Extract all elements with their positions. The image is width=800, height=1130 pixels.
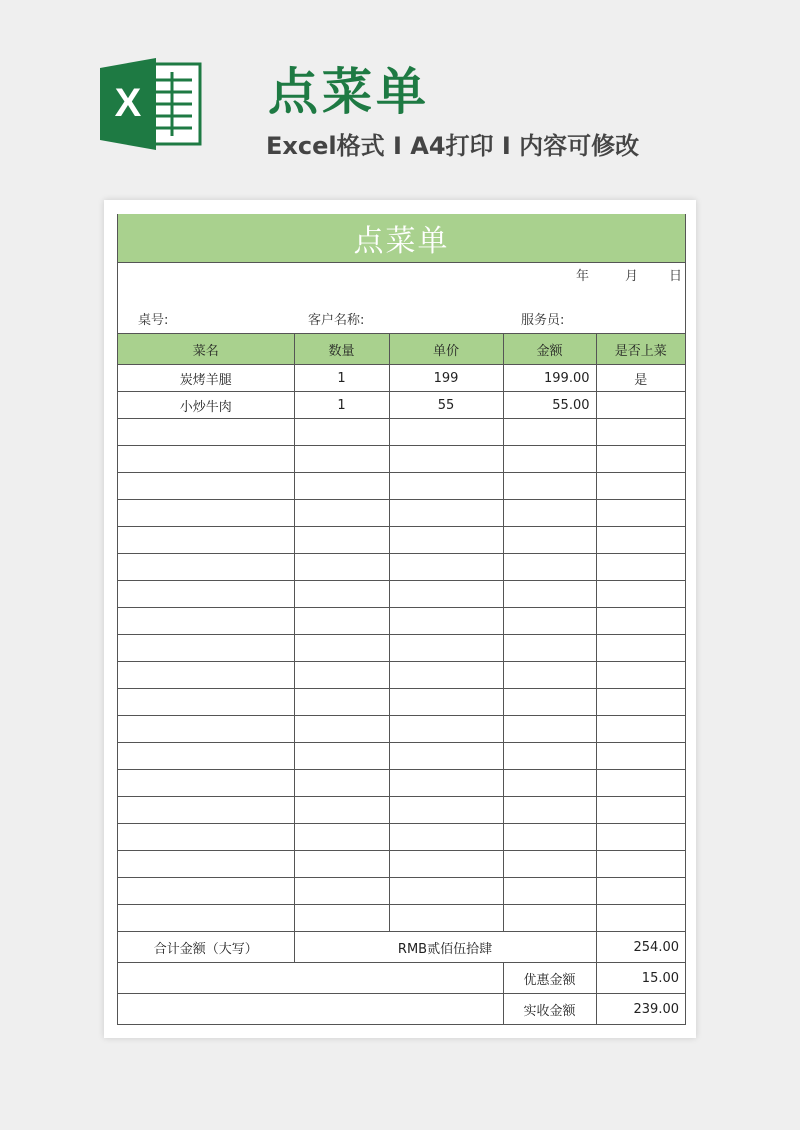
empty-cell[interactable] bbox=[118, 743, 294, 770]
empty-cell[interactable] bbox=[596, 824, 685, 851]
empty-cell[interactable] bbox=[503, 797, 596, 824]
customer-label: 客户名称: bbox=[308, 313, 365, 328]
empty-cell[interactable] bbox=[389, 419, 503, 446]
empty-cell[interactable] bbox=[596, 581, 685, 608]
table-row bbox=[118, 365, 685, 392]
empty-cell[interactable] bbox=[596, 905, 685, 932]
empty-cell[interactable] bbox=[389, 473, 503, 500]
empty-cell[interactable] bbox=[118, 635, 294, 662]
empty-cell[interactable] bbox=[389, 878, 503, 905]
blank-cell bbox=[118, 963, 503, 994]
empty-cell[interactable] bbox=[294, 446, 389, 473]
actual-label: 实收金额 bbox=[503, 994, 596, 1025]
empty-cell[interactable] bbox=[389, 743, 503, 770]
column-header: 菜名 bbox=[118, 334, 294, 365]
table-row bbox=[118, 743, 685, 770]
empty-cell[interactable] bbox=[118, 500, 294, 527]
empty-cell[interactable] bbox=[118, 446, 294, 473]
amount-cell[interactable]: 199.00 bbox=[503, 365, 596, 392]
empty-cell[interactable] bbox=[596, 662, 685, 689]
empty-cell[interactable] bbox=[118, 662, 294, 689]
empty-cell[interactable] bbox=[503, 581, 596, 608]
empty-cell[interactable] bbox=[503, 473, 596, 500]
table-row bbox=[118, 473, 685, 500]
empty-cell[interactable] bbox=[389, 554, 503, 581]
quantity-cell[interactable]: 1 bbox=[294, 365, 389, 392]
empty-cell[interactable] bbox=[596, 473, 685, 500]
empty-cell[interactable] bbox=[294, 770, 389, 797]
day-label: 日 bbox=[669, 269, 683, 284]
info-row bbox=[118, 285, 685, 334]
empty-cell[interactable] bbox=[503, 905, 596, 932]
menu-table bbox=[118, 334, 685, 932]
empty-cell[interactable] bbox=[503, 527, 596, 554]
quantity-cell[interactable]: 1 bbox=[294, 392, 389, 419]
column-header: 数量 bbox=[294, 334, 389, 365]
empty-cell[interactable] bbox=[596, 419, 685, 446]
empty-cell[interactable] bbox=[503, 500, 596, 527]
empty-cell[interactable] bbox=[596, 851, 685, 878]
date-row bbox=[118, 263, 685, 285]
empty-cell[interactable] bbox=[596, 743, 685, 770]
actual-value[interactable]: 239.00 bbox=[596, 994, 685, 1025]
empty-cell[interactable] bbox=[389, 851, 503, 878]
empty-cell[interactable] bbox=[596, 554, 685, 581]
empty-cell[interactable] bbox=[118, 554, 294, 581]
year-label: 年 bbox=[576, 269, 590, 284]
empty-cell[interactable] bbox=[596, 770, 685, 797]
table-row bbox=[118, 419, 685, 446]
empty-cell[interactable] bbox=[389, 689, 503, 716]
empty-cell[interactable] bbox=[503, 878, 596, 905]
table-row bbox=[118, 797, 685, 824]
svg-text:X: X bbox=[114, 81, 142, 125]
empty-cell[interactable] bbox=[389, 446, 503, 473]
table-row bbox=[118, 716, 685, 743]
order-sheet bbox=[104, 200, 696, 1038]
empty-cell[interactable] bbox=[596, 500, 685, 527]
table-row bbox=[118, 581, 685, 608]
empty-cell[interactable] bbox=[596, 446, 685, 473]
empty-cell[interactable] bbox=[389, 635, 503, 662]
excel-logo-icon bbox=[100, 58, 204, 150]
empty-cell[interactable] bbox=[294, 473, 389, 500]
discount-label: 优惠金额 bbox=[503, 963, 596, 994]
table-row bbox=[118, 770, 685, 797]
empty-cell[interactable] bbox=[294, 851, 389, 878]
empty-cell[interactable] bbox=[503, 743, 596, 770]
actual-row bbox=[118, 994, 685, 1025]
waiter-label: 服务员: bbox=[521, 313, 565, 328]
empty-cell[interactable] bbox=[503, 608, 596, 635]
empty-cell[interactable] bbox=[118, 770, 294, 797]
empty-cell[interactable] bbox=[118, 851, 294, 878]
empty-cell[interactable] bbox=[294, 797, 389, 824]
dish-name-cell[interactable]: 小炒牛肉 bbox=[118, 392, 294, 419]
empty-cell[interactable] bbox=[389, 905, 503, 932]
empty-cell[interactable] bbox=[118, 797, 294, 824]
empty-cell[interactable] bbox=[118, 878, 294, 905]
empty-cell[interactable] bbox=[596, 878, 685, 905]
empty-cell[interactable] bbox=[118, 419, 294, 446]
empty-cell[interactable] bbox=[118, 689, 294, 716]
empty-cell[interactable] bbox=[118, 716, 294, 743]
page-subtitle: Excel格式 I A4打印 I 内容可修改 bbox=[266, 132, 640, 160]
empty-cell[interactable] bbox=[503, 716, 596, 743]
empty-cell[interactable] bbox=[596, 527, 685, 554]
empty-cell[interactable] bbox=[503, 770, 596, 797]
empty-cell[interactable] bbox=[596, 716, 685, 743]
empty-cell[interactable] bbox=[294, 500, 389, 527]
dish-name-cell[interactable]: 炭烤羊腿 bbox=[118, 365, 294, 392]
total-label: 合计金额（大写） bbox=[118, 932, 294, 963]
table-row bbox=[118, 689, 685, 716]
empty-cell[interactable] bbox=[503, 635, 596, 662]
empty-cell[interactable] bbox=[294, 635, 389, 662]
empty-cell[interactable] bbox=[294, 878, 389, 905]
unit-price-cell[interactable]: 55 bbox=[389, 392, 503, 419]
empty-cell[interactable] bbox=[596, 689, 685, 716]
form-title: 点菜单 bbox=[118, 214, 685, 263]
empty-cell[interactable] bbox=[294, 824, 389, 851]
empty-cell[interactable] bbox=[389, 770, 503, 797]
empty-cell[interactable] bbox=[596, 797, 685, 824]
table-row bbox=[118, 446, 685, 473]
empty-cell[interactable] bbox=[596, 635, 685, 662]
table-no-label: 桌号: bbox=[138, 313, 169, 328]
empty-cell[interactable] bbox=[503, 824, 596, 851]
empty-cell[interactable] bbox=[503, 662, 596, 689]
empty-cell[interactable] bbox=[118, 581, 294, 608]
empty-cell[interactable] bbox=[294, 527, 389, 554]
empty-cell[interactable] bbox=[118, 608, 294, 635]
empty-cell[interactable] bbox=[294, 689, 389, 716]
blank-cell bbox=[118, 994, 503, 1025]
empty-cell[interactable] bbox=[389, 500, 503, 527]
empty-cell[interactable] bbox=[596, 608, 685, 635]
unit-price-cell[interactable]: 199 bbox=[389, 365, 503, 392]
column-header: 单价 bbox=[389, 334, 503, 365]
served-cell[interactable] bbox=[596, 392, 685, 419]
served-cell[interactable]: 是 bbox=[596, 365, 685, 392]
empty-cell[interactable] bbox=[118, 824, 294, 851]
amount-cell[interactable]: 55.00 bbox=[503, 392, 596, 419]
summary-table bbox=[118, 932, 685, 1025]
column-header: 是否上菜 bbox=[596, 334, 685, 365]
empty-cell[interactable] bbox=[389, 662, 503, 689]
total-in-words[interactable]: RMB贰佰伍拾肆 bbox=[294, 932, 596, 963]
table-row bbox=[118, 608, 685, 635]
empty-cell[interactable] bbox=[389, 716, 503, 743]
empty-cell[interactable] bbox=[118, 473, 294, 500]
empty-cell[interactable] bbox=[389, 608, 503, 635]
empty-cell[interactable] bbox=[503, 419, 596, 446]
table-row bbox=[118, 905, 685, 932]
empty-cell[interactable] bbox=[503, 554, 596, 581]
table-row bbox=[118, 878, 685, 905]
empty-cell[interactable] bbox=[294, 608, 389, 635]
total-row bbox=[118, 932, 685, 963]
empty-cell[interactable] bbox=[389, 824, 503, 851]
empty-cell[interactable] bbox=[389, 527, 503, 554]
discount-value[interactable]: 15.00 bbox=[596, 963, 685, 994]
table-row bbox=[118, 554, 685, 581]
month-label: 月 bbox=[625, 269, 639, 284]
column-header: 金额 bbox=[503, 334, 596, 365]
table-row bbox=[118, 635, 685, 662]
page-title: 点菜单 bbox=[268, 63, 430, 121]
discount-row bbox=[118, 963, 685, 994]
table-row bbox=[118, 851, 685, 878]
table-row bbox=[118, 824, 685, 851]
table-header bbox=[118, 334, 685, 365]
empty-cell[interactable] bbox=[118, 905, 294, 932]
empty-cell[interactable] bbox=[503, 446, 596, 473]
empty-cell[interactable] bbox=[389, 797, 503, 824]
table-row bbox=[118, 527, 685, 554]
empty-cell[interactable] bbox=[503, 689, 596, 716]
empty-cell[interactable] bbox=[294, 743, 389, 770]
empty-cell[interactable] bbox=[503, 851, 596, 878]
empty-cell[interactable] bbox=[294, 581, 389, 608]
table-row bbox=[118, 500, 685, 527]
empty-cell[interactable] bbox=[294, 905, 389, 932]
empty-cell[interactable] bbox=[294, 419, 389, 446]
empty-cell[interactable] bbox=[294, 554, 389, 581]
total-value[interactable]: 254.00 bbox=[596, 932, 685, 963]
table-row bbox=[118, 392, 685, 419]
empty-cell[interactable] bbox=[294, 662, 389, 689]
table-row bbox=[118, 662, 685, 689]
order-form bbox=[117, 214, 686, 1025]
empty-cell[interactable] bbox=[294, 716, 389, 743]
empty-cell[interactable] bbox=[118, 527, 294, 554]
empty-cell[interactable] bbox=[389, 581, 503, 608]
